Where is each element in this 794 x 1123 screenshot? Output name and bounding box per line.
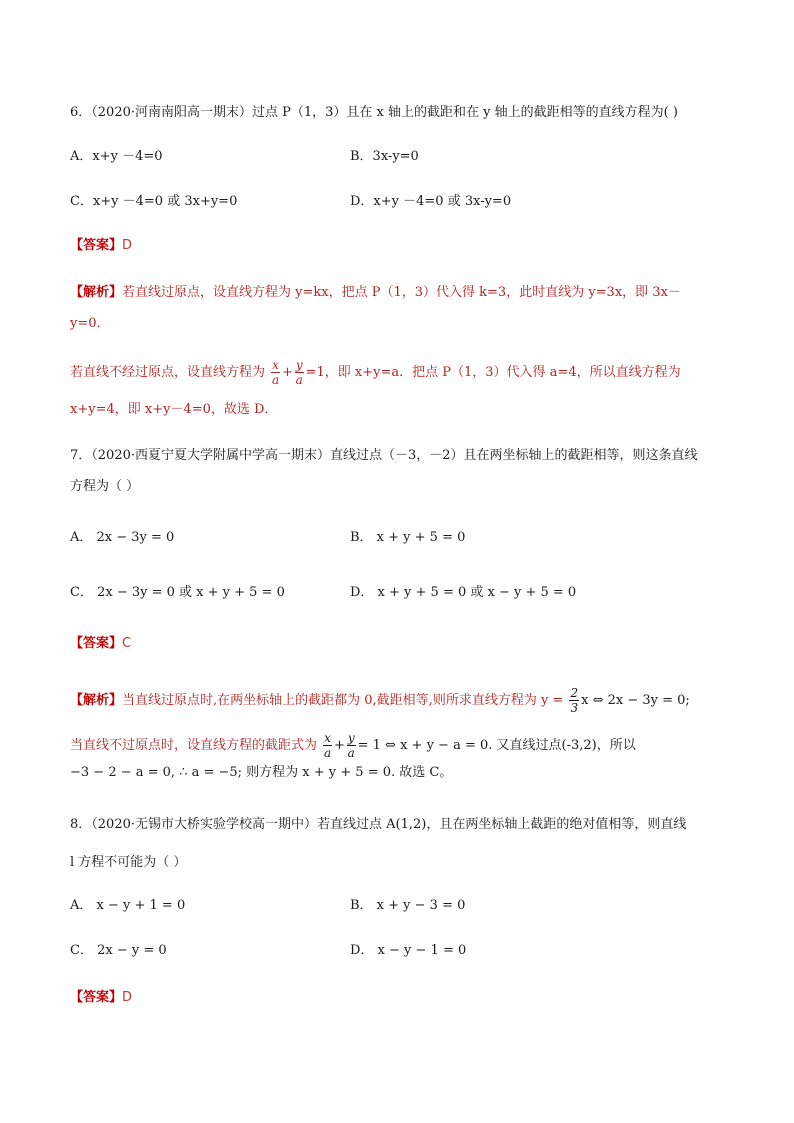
q6-analysis-line3: 若直线不经过原点，设直线方程为 $\frac{x}{a}$ + $\frac{y}{a}$ =1，即 x+y=a．把点 P（1，3）代入得 a=4，所以直线方程为	[70, 358, 681, 387]
q7-option-a: A． 2x − 3y = 0	[70, 530, 175, 545]
analysis-text: 若直线不经过原点，设直线方程为	[70, 365, 266, 380]
q6-option-c: C．x+y －4=0 或 3x+y=0	[70, 194, 238, 209]
analysis-label: 【解析】	[70, 693, 123, 708]
q8-option-d: D． x − y − 1 = 0	[350, 943, 467, 958]
q6-stem: 6．（2020·河南南阳高一期末）过点 P（1，3）且在 x 轴上的截距和在 y 轴上的截距相等的直线方程为( )	[70, 105, 678, 120]
analysis-text: 若直线过原点，设直线方程为 y=kx，把点 P（1，3）代入得 k=3，此时直线为 y=3x，即 3x－	[122, 285, 681, 300]
analysis-text: 当直线过原点时,在两坐标轴上的截距都为 0,截距相等,则所求直线方程为 y =	[122, 693, 564, 708]
answer-label: 【答案】	[70, 990, 123, 1005]
answer-label: 【答案】	[70, 636, 123, 651]
q6-option-d: D．x+y －4=0 或 3x-y=0	[350, 194, 512, 209]
analysis-math: x ⇔ 2x − 3y = 0;	[581, 693, 690, 708]
q8-answer	[70, 989, 132, 1007]
fraction-y-over-a: $\frac{y}{a}$	[347, 731, 355, 760]
q6-analysis-line1	[70, 284, 681, 302]
q7-option-d: D． x + y + 5 = 0 或 x − y + 5 = 0	[350, 585, 577, 600]
q6-option-a: A．x+y －4=0	[70, 149, 163, 164]
fraction-2-over-3: $\frac{2}{3}$	[570, 686, 579, 715]
q7-stem-line2: 方程为（ ）	[70, 479, 140, 494]
q7-stem-line1: 7．（2020·西夏宁夏大学附属中学高一期末）直线过点（－3，－2）且在两坐标轴上的截距相等，则这条直线	[70, 448, 698, 463]
q8-stem-line1: 8．（2020·无锡市大桥实验学校高一期中）若直线过点 A(1,2)，且在两坐标轴上截距的绝对值相等，则直线	[70, 817, 687, 832]
q8-option-b: B． x + y − 3 = 0	[350, 898, 466, 913]
fraction-x-over-a: $\frac{x}{a}$	[271, 358, 280, 387]
q8-option-c: C． 2x − y = 0	[70, 943, 167, 958]
analysis-text: =1，即 x+y=a．把点 P（1，3）代入得 a=4，所以直线方程为	[305, 365, 681, 380]
answer-value: D	[122, 238, 133, 253]
q8-option-a: A． x − y + 1 = 0	[70, 898, 186, 913]
q8-stem-line2: l 方程不可能为（ ）	[70, 855, 187, 870]
fraction-y-over-a: $\frac{y}{a}$	[295, 358, 303, 387]
q7-option-b: B． x + y + 5 = 0	[350, 530, 466, 545]
answer-label: 【答案】	[70, 238, 123, 253]
q6-analysis-line4: x+y=4，即 x+y－4=0，故选 D．	[70, 402, 278, 417]
q7-option-c: C． 2x − 3y = 0 或 x + y + 5 = 0	[70, 585, 285, 600]
q6-answer	[70, 237, 132, 255]
fraction-x-over-a: $\frac{x}{a}$	[323, 731, 332, 760]
q6-option-b: B．3x-y=0	[350, 149, 419, 164]
q7-analysis-line1	[70, 686, 690, 715]
q6-analysis-line2: y=0．	[70, 316, 110, 331]
q7-analysis-line2: 当直线不过原点时，设直线方程的截距式为 $\frac{x}{a}$ + $\frac{y}{a}$ = 1 ⇔ x + y − a = 0. 又直线过点(-3,2)，所以	[70, 731, 636, 760]
q7-answer	[70, 635, 131, 653]
analysis-math: = 1 ⇔ x + y − a = 0. 又直线过点(-3,2)，所以	[357, 738, 636, 753]
answer-value: C	[122, 636, 132, 651]
analysis-label: 【解析】	[70, 285, 123, 300]
q7-analysis-line3: −3 − 2 − a = 0, ∴ a = −5; 则方程为 x + y + 5 = 0. 故选 C。	[70, 765, 453, 780]
analysis-text: 当直线不过原点时，设直线方程的截距式为	[70, 738, 318, 753]
answer-value: D	[122, 990, 133, 1005]
